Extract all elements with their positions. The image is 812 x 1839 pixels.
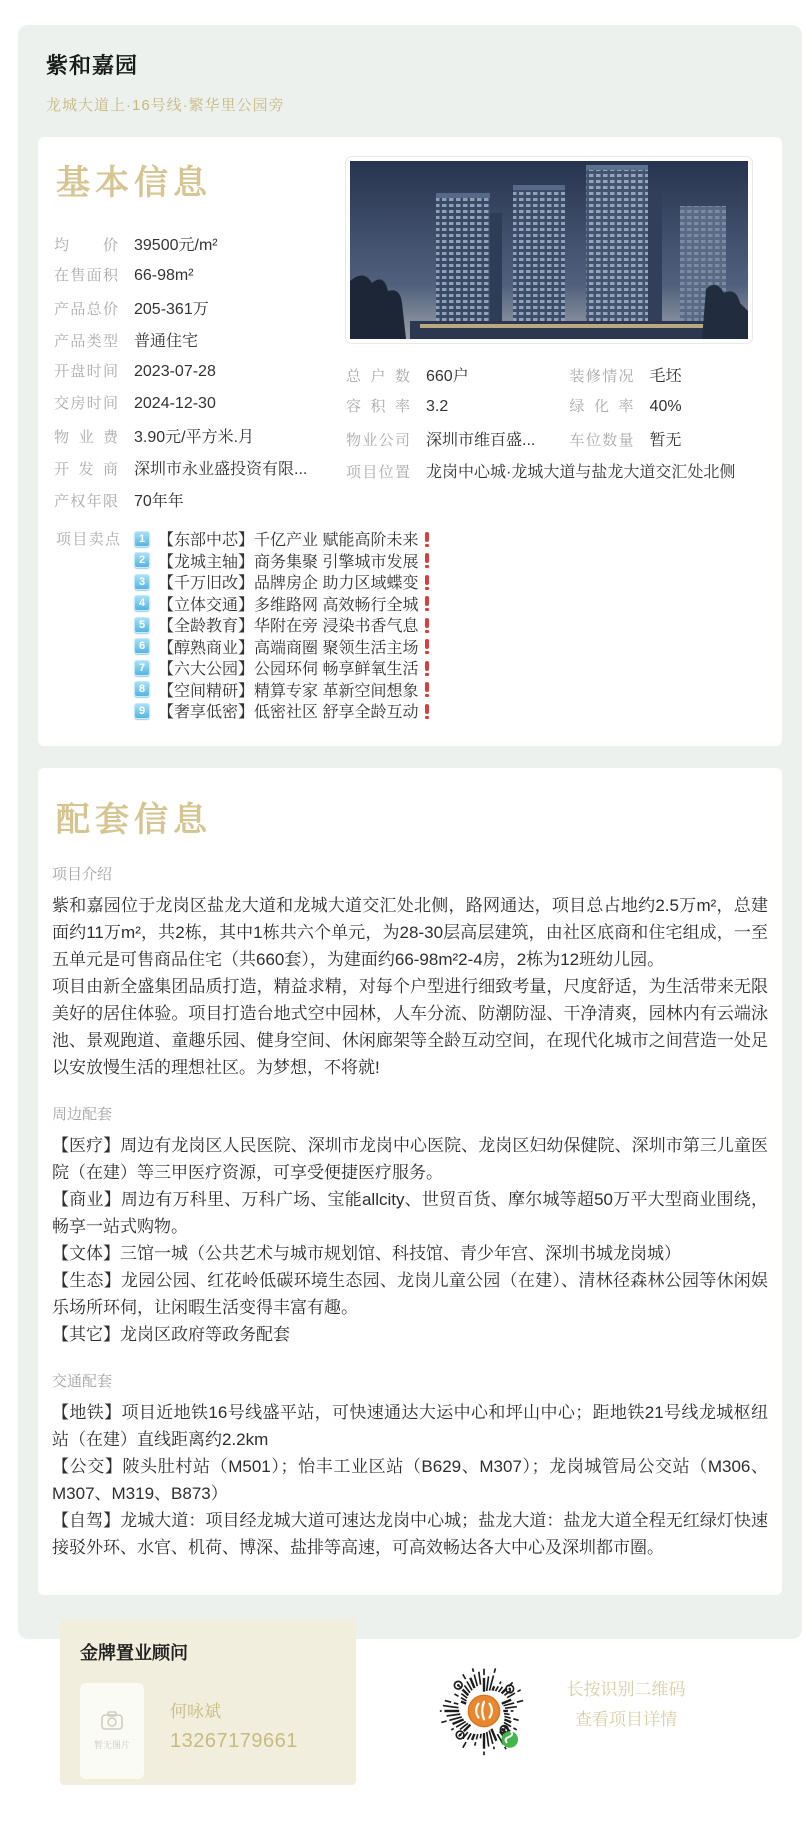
property-subtitle: 龙城大道上·16号线·繁华里公园旁 xyxy=(46,97,285,114)
avatar-placeholder-text: 暂无图片 xyxy=(93,1740,130,1750)
selling-point-text: 【六大公园】公园环伺 畅享鲜氧生活 xyxy=(158,661,419,679)
info-field-row xyxy=(346,427,570,459)
basic-info-fields-left xyxy=(54,232,340,520)
number-badge-icon: 5 xyxy=(134,617,150,633)
info-field-row xyxy=(54,392,340,424)
number-badge-icon: 1 xyxy=(134,531,150,547)
selling-point-text: 【醇熟商业】高端商圈 聚领生活主场 xyxy=(158,639,419,657)
info-field-row xyxy=(346,395,570,427)
field-label: 均价 xyxy=(54,237,118,254)
nearby-item: 【其它】龙岗区政府等政务配套 xyxy=(52,1324,290,1344)
info-field-row xyxy=(346,459,760,491)
nearby-item: 【生态】龙园公园、红花岭低碳环境生态园、龙岗儿童公园（在建）、清林径森林公园等休闲娱乐场所环伺，让闲暇生活变得丰富有趣。 xyxy=(52,1270,768,1317)
field-label: 产权年限 xyxy=(54,493,118,510)
info-field-row xyxy=(570,363,760,395)
field-label: 产品类型 xyxy=(54,333,118,350)
transport-items xyxy=(50,1399,770,1561)
qr-caption-line2: 查看项目详情 xyxy=(575,1709,677,1729)
nearby-item: 【文体】三馆一城（公共艺术与城市规划馆、科技馆、青少年宫、深圳书城龙岗城） xyxy=(52,1243,681,1263)
exclamation-icon xyxy=(425,639,429,649)
intro-paragraphs xyxy=(50,892,770,1081)
field-label: 物业公司 xyxy=(346,432,410,449)
nearby-label: 周边配套 xyxy=(52,1105,113,1123)
selling-point-item xyxy=(134,593,429,615)
field-label: 开发商 xyxy=(54,461,118,478)
agent-phone[interactable]: 13267179661 xyxy=(170,1729,298,1752)
wechat-miniprogram-qr-icon xyxy=(438,1665,530,1757)
selling-point-text: 【东部中芯】千亿产业 赋能高阶未来 xyxy=(158,532,419,550)
field-label: 物业费 xyxy=(54,429,118,446)
property-title: 紫和嘉园 xyxy=(46,53,139,78)
field-value: 66-98m² xyxy=(134,267,194,284)
number-badge-icon: 2 xyxy=(134,552,150,568)
info-field-row xyxy=(54,488,340,520)
field-label: 绿化率 xyxy=(569,398,634,415)
exclamation-icon xyxy=(425,682,429,692)
nearby-items xyxy=(50,1132,770,1348)
field-label: 开盘时间 xyxy=(54,363,118,380)
field-value: 毛坯 xyxy=(649,368,682,385)
transport-item: 【地铁】项目近地铁16号线盛平站，可快速通达大运中心和坪山中心；距地铁21号线龙城枢纽站（在建）直线距离约2.2km xyxy=(52,1402,768,1449)
field-value: 深圳市维百盛... xyxy=(426,432,536,449)
intro-paragraph: 紫和嘉园位于龙岗区盐龙大道和龙城大道交汇处北侧，路网通达，项目总占地约2.5万m²，总建面约11万m²，共2栋，其中1栋共六个单元，为28-30层高层建筑，由社区底商和住宅组成，一至五单元是可售商品住宅（共660套），为建面约66-98m²2-4房，2栋为12班幼儿园。 xyxy=(52,895,768,969)
exclamation-icon xyxy=(425,618,429,628)
field-value: 3.90元/平方米.月 xyxy=(134,429,255,446)
field-value: 深圳市永业盛投资有限... xyxy=(134,461,308,478)
exclamation-icon xyxy=(425,596,429,606)
number-badge-icon: 6 xyxy=(134,638,150,654)
selling-point-item xyxy=(134,614,429,636)
selling-point-item xyxy=(134,636,429,658)
field-label: 项目位置 xyxy=(346,464,410,481)
qr-code[interactable] xyxy=(436,1663,532,1759)
amenities-card xyxy=(38,768,782,1595)
intro-label: 项目介绍 xyxy=(52,865,113,883)
field-label: 总户数 xyxy=(346,368,410,385)
selling-point-text: 【奢享低密】低密社区 舒享全龄互动 xyxy=(158,704,419,722)
number-badge-icon: 7 xyxy=(134,660,150,676)
exclamation-icon xyxy=(425,553,429,563)
field-label: 车位数量 xyxy=(569,432,634,449)
nearby-item: 【医疗】周边有龙岗区人民医院、深圳市龙岗中心医院、龙岗区妇幼保健院、深圳市第三儿童医院（在建）等三甲医疗资源，可享受便捷医疗服务。 xyxy=(52,1135,768,1182)
selling-point-text: 【千万旧改】品牌房企 助力区域蝶变 xyxy=(158,575,419,593)
info-field-row xyxy=(54,328,340,360)
field-value: 39500元/m² xyxy=(134,237,218,254)
info-field-row xyxy=(54,296,340,328)
exclamation-icon xyxy=(425,704,429,714)
selling-point-item xyxy=(134,550,429,572)
field-value: 40% xyxy=(649,398,682,415)
number-badge-icon: 8 xyxy=(134,681,150,697)
field-value: 暂无 xyxy=(649,432,682,449)
property-photo[interactable] xyxy=(346,157,752,343)
field-value: 2023-07-28 xyxy=(134,363,216,380)
field-label: 产品总价 xyxy=(54,301,118,318)
number-badge-icon: 3 xyxy=(134,574,150,590)
info-field-row xyxy=(570,427,760,459)
intro-paragraph: 项目由新全盛集团品质打造，精益求精，对每个户型进行细致考量，尺度舒适，为生活带来无限美好的居住体验。项目打造台地式空中园林，人车分流、防潮防湿、干净清爽，园林内有云端泳池、景观跑道、童趣乐园、健身空间、休闲廊架等全龄互动空间，在现代化城市之间营造一处足以安放慢生活的理想社区。为梦想，不将就! xyxy=(52,976,768,1077)
transport-label: 交通配套 xyxy=(52,1372,113,1390)
field-value: 70年年 xyxy=(134,493,184,510)
info-field-row xyxy=(54,264,340,296)
field-label: 交房时间 xyxy=(54,395,118,412)
agent-card xyxy=(60,1619,356,1785)
selling-point-item xyxy=(134,679,429,701)
field-value: 205-361万 xyxy=(134,301,209,318)
field-value: 3.2 xyxy=(426,398,449,415)
page-header xyxy=(18,25,802,115)
agent-footer xyxy=(18,1619,802,1839)
field-value: 2024-12-30 xyxy=(134,395,216,412)
exclamation-icon xyxy=(425,661,429,671)
field-label: 容积率 xyxy=(346,398,410,415)
exclamation-icon xyxy=(425,575,429,585)
exclamation-icon xyxy=(425,532,429,542)
basic-info-card xyxy=(38,137,782,746)
info-field-row xyxy=(54,424,340,456)
selling-points-label: 项目卖点 xyxy=(56,531,120,548)
qr-caption xyxy=(546,1675,706,1735)
field-value: 龙岗中心城·龙城大道与盐龙大道交汇处北侧 xyxy=(426,464,736,481)
info-field-row xyxy=(54,232,340,264)
selling-point-text: 【立体交通】多维路网 高效畅行全城 xyxy=(158,596,419,614)
selling-point-text: 【龙城主轴】商务集聚 引擎城市发展 xyxy=(158,553,419,571)
info-field-row xyxy=(54,360,340,392)
selling-points-list xyxy=(134,528,429,722)
nearby-item: 【商业】周边有万科里、万科广场、宝能allcity、世贸百货、摩尔城等超50万平大型商业围绕，畅享一站式购物。 xyxy=(52,1189,768,1236)
field-label: 在售面积 xyxy=(54,267,118,284)
info-field-row xyxy=(570,395,760,427)
field-label: 装修情况 xyxy=(569,368,634,385)
selling-point-item xyxy=(134,571,429,593)
agent-avatar-placeholder xyxy=(80,1683,144,1779)
property-page xyxy=(18,25,802,1752)
selling-point-item xyxy=(134,528,429,550)
field-value: 660户 xyxy=(426,368,469,385)
selling-point-text: 【全龄教育】华附在旁 浸染书香气息 xyxy=(158,618,419,636)
transport-item: 【公交】陂头肚村站（M501）；怡丰工业区站（B629、M307）；龙岗城管局公交站（M306、M307、M319、B873） xyxy=(52,1456,768,1503)
info-field-row xyxy=(54,456,340,488)
agent-card-title: 金牌置业顾问 xyxy=(80,1642,188,1663)
camera-icon xyxy=(99,1710,125,1732)
field-value: 普通住宅 xyxy=(134,333,199,350)
qr-caption-line1: 长按识别二维码 xyxy=(566,1679,686,1699)
number-badge-icon: 9 xyxy=(134,703,150,719)
selling-point-item xyxy=(134,657,429,679)
transport-item: 【自驾】龙城大道：项目经龙城大道可速达龙岗中心城；盐龙大道：盐龙大道全程无红绿灯快速接驳外环、水官、机荷、博深、盐排等高速，可高效畅达各大中心及深圳都市圈。 xyxy=(52,1510,768,1557)
basic-info-fields-right xyxy=(346,363,760,491)
number-badge-icon: 4 xyxy=(134,595,150,611)
agent-name: 何咏斌 xyxy=(170,1701,221,1721)
info-field-row xyxy=(346,363,570,395)
amenities-title: 配套信息 xyxy=(56,800,212,839)
selling-point-item xyxy=(134,700,429,722)
selling-point-text: 【空间精研】精算专家 革新空间想象 xyxy=(158,682,419,700)
basic-info-title: 基本信息 xyxy=(56,164,212,202)
towers-dusk-illustration xyxy=(350,161,748,339)
